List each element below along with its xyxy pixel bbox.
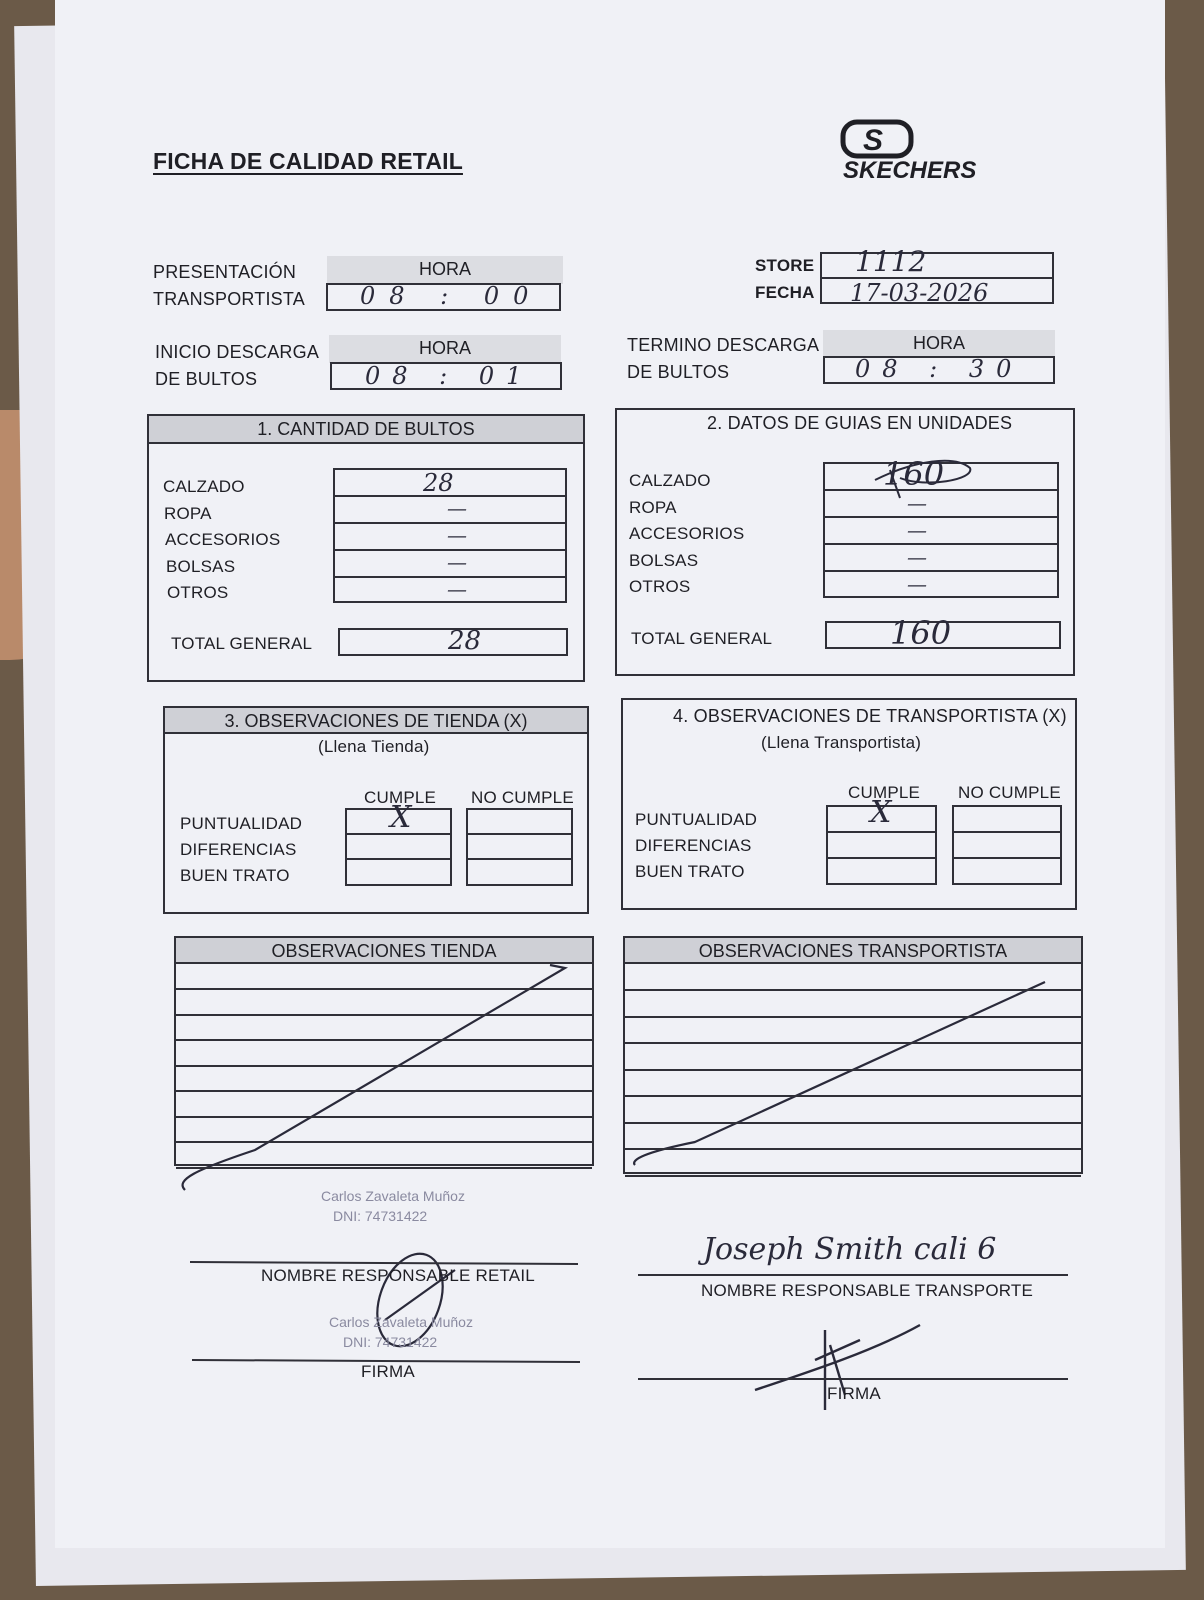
section4-no-cumple-header: NO CUMPLE (958, 783, 1061, 802)
section1-label-1: ROPA (164, 503, 212, 523)
store-label: STORE (755, 256, 815, 275)
section3-puntualidad-cumple-mark: X (390, 800, 412, 835)
section3-no-cumple-header: NO CUMPLE (471, 788, 574, 807)
section1-title: 1. CANTIDAD DE BULTOS (257, 419, 475, 439)
section2-title: 2. DATOS DE GUIAS EN UNIDADES (707, 413, 1013, 433)
section4-puntualidad-cumple-mark: X (870, 795, 892, 830)
presentacion-label: PRESENTACIÓN (153, 262, 297, 282)
section1-label-2: ACCESORIOS (165, 530, 281, 549)
section3-title: 3. OBSERVACIONES DE TIENDA (X) (224, 711, 528, 731)
observaciones-tienda-line (176, 988, 592, 990)
presentacion-hora-value: 08 : 00 (360, 282, 543, 310)
section2-value-3: — (907, 545, 927, 569)
inicio-descarga-label: INICIO DESCARGA (155, 342, 320, 362)
section4-row-label-0: PUNTUALIDAD (635, 810, 758, 829)
section1-label-4: OTROS (167, 583, 229, 602)
observaciones-transportista-title: OBSERVACIONES TRANSPORTISTA (698, 941, 1008, 961)
section2-label-3: BOLSAS (629, 550, 699, 570)
observaciones-transportista-line (625, 1042, 1081, 1044)
section2-value-0: 160 (883, 455, 945, 493)
section2-value-1: — (907, 491, 927, 515)
observaciones-transportista-line (625, 1095, 1081, 1097)
observaciones-tienda-line (176, 1167, 592, 1169)
svg-text:SKECHERS: SKECHERS (843, 157, 977, 184)
retail-stamp-dni: DNI: 74731422 (333, 1208, 428, 1224)
retail-firma-label: FIRMA (361, 1362, 415, 1381)
section3-subtitle: (Llena Tienda) (318, 737, 430, 756)
inicio-hora-value: 08 : 01 (365, 362, 534, 390)
fecha-value: 17-03-2026 (850, 279, 989, 307)
section2-total-label: TOTAL GENERAL (631, 629, 773, 648)
section3-row-label-0: PUNTUALIDAD (180, 814, 303, 833)
section4-cumple-header: CUMPLE (848, 783, 921, 802)
hora-label: HORA (912, 333, 965, 353)
observaciones-transportista-line (625, 1016, 1081, 1018)
section4-row-label-2: BUEN TRATO (635, 862, 745, 881)
observaciones-tienda-line (176, 1065, 592, 1067)
section2-value-4: — (907, 572, 927, 596)
observaciones-tienda-line (176, 1014, 592, 1016)
section3-row-label-1: DIFERENCIAS (180, 840, 297, 859)
section1-value-1: — (447, 496, 467, 520)
observaciones-transportista-line (625, 1122, 1081, 1124)
observaciones-transportista-line (625, 1175, 1081, 1177)
observaciones-transportista-line (625, 989, 1081, 991)
section2-label-0: CALZADO (629, 471, 711, 490)
quality-form-sheet (55, 0, 1165, 1548)
store-value: 1112 (855, 245, 927, 278)
section4-title: 4. OBSERVACIONES DE TRANSPORTISTA (X) (673, 706, 1067, 726)
transportista-label: TRANSPORTISTA (153, 289, 305, 309)
termino-descarga-label: TERMINO DESCARGA (627, 335, 820, 355)
section1-value-4: — (447, 577, 467, 601)
section1-total-value: 28 (448, 626, 482, 656)
page-title: FICHA DE CALIDAD RETAIL (153, 148, 463, 174)
section1-total-label: TOTAL GENERAL (171, 634, 313, 653)
section1-value-3: — (447, 550, 467, 574)
nombre-responsable-transporte-label: NOMBRE RESPONSABLE TRANSPORTE (701, 1281, 1034, 1300)
hora-label: HORA (418, 259, 471, 279)
section2-label-1: ROPA (629, 497, 677, 517)
section4-subtitle: (Llena Transportista) (761, 733, 922, 752)
observaciones-tienda-title: OBSERVACIONES TIENDA (271, 941, 497, 961)
section2-label-2: ACCESORIOS (629, 524, 745, 543)
termino-hora-value: 08 : 30 (855, 355, 1024, 383)
handwritten-strike-lines (55, 0, 1165, 1548)
fecha-label: FECHA (755, 283, 815, 302)
hora-label: HORA (418, 338, 471, 358)
svg-text:S: S (863, 124, 884, 157)
retail-stamp2-dni: DNI: 74731422 (343, 1334, 438, 1350)
transporte-name-handwritten: Joseph Smith cali 6 (703, 1232, 997, 1267)
retail-stamp-name: Carlos Zavaleta Muñoz (321, 1188, 465, 1204)
transporte-name-line (638, 1274, 1068, 1276)
section3-cumple-header: CUMPLE (364, 788, 437, 807)
inicio-bultos-label: DE BULTOS (155, 369, 258, 389)
retail-stamp2-name: Carlos Zavaleta Muñoz (329, 1314, 473, 1330)
section3-row-label-2: BUEN TRATO (180, 866, 290, 885)
observaciones-tienda-line (176, 1039, 592, 1041)
nombre-responsable-retail-label: NOMBRE RESPONSABLE RETAIL (261, 1266, 535, 1285)
transporte-firma-label: FIRMA (827, 1384, 881, 1403)
observaciones-tienda-line (176, 1090, 592, 1092)
section2-label-4: OTROS (629, 577, 691, 596)
section1-value-2: — (447, 523, 467, 547)
observaciones-tienda-line (176, 1116, 592, 1118)
observaciones-tienda-line (176, 1141, 592, 1143)
section1-label-3: BOLSAS (166, 556, 236, 576)
termino-bultos-label: DE BULTOS (627, 362, 730, 382)
section1-value-0: 28 (423, 469, 454, 497)
section2-value-2: — (907, 518, 927, 542)
observaciones-transportista-line (625, 1069, 1081, 1071)
transporte-firma-line (638, 1378, 1068, 1380)
section1-label-0: CALZADO (163, 477, 245, 496)
observaciones-transportista-line (625, 1148, 1081, 1150)
section4-row-label-1: DIFERENCIAS (635, 836, 752, 855)
section2-total-value: 160 (890, 614, 952, 652)
